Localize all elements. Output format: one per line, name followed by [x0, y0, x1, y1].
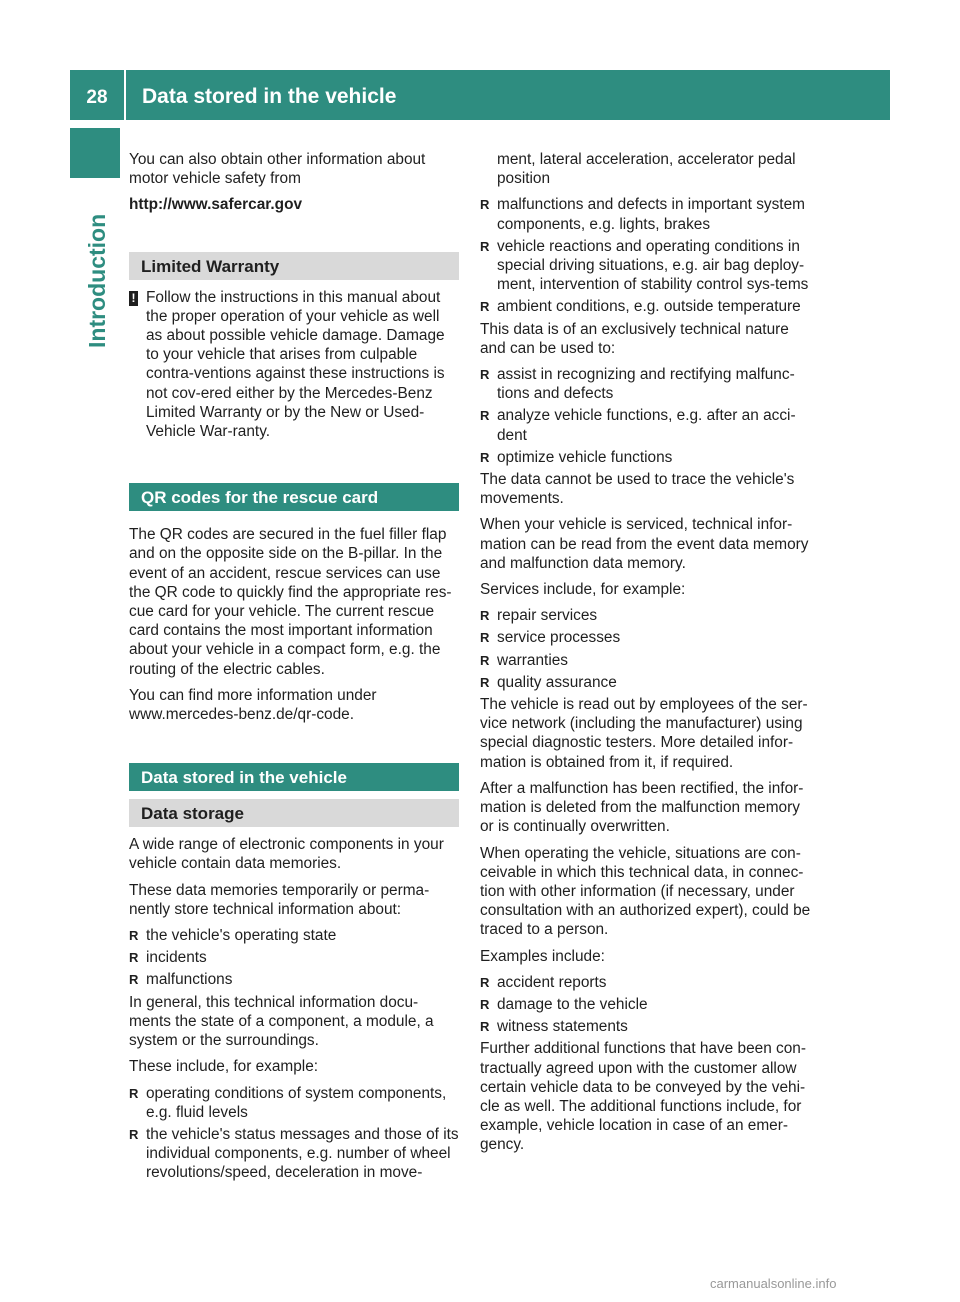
list-item-text: vehicle reactions and operating conditions in special driving situations, e.g. air bag deploy-ment, intervention of stability control sys-tems [497, 237, 809, 294]
list-item [480, 995, 812, 1014]
bullet-icon: R [129, 972, 139, 988]
side-tab-marker [70, 128, 120, 178]
list-item [480, 195, 812, 233]
bullet-icon: R [480, 238, 490, 254]
bullet-icon: R [480, 299, 490, 315]
paragraph: The vehicle is read out by employees of the ser-vice network (including the manufacturer) using special diagnostic testers. More detailed infor-mation is obtained from it, if required. [480, 696, 808, 771]
bullet-icon: R [480, 1019, 490, 1035]
list-item [480, 628, 812, 647]
section-heading-data-storage: Data storage [129, 799, 459, 827]
warning-icon: ! [129, 291, 138, 306]
bullet-icon: R [129, 1085, 139, 1101]
list-item [129, 1125, 459, 1183]
list-item-text: incidents [146, 949, 207, 967]
list-item [129, 970, 459, 989]
bullet-icon: R [480, 630, 490, 646]
list-item [480, 237, 812, 295]
list-item [129, 948, 459, 967]
bullet-icon: R [480, 367, 490, 383]
paragraph: The QR codes are secured in the fuel filler flap and on the opposite side on the B-pillar. In the event of an accident, rescue services can use the QR code to quickly find the appropriate res-cue card for your vehicle. The current rescue card contains the most important information about your vehicle in a compact form, e.g. the routing of the electric cables. [129, 526, 452, 678]
paragraph: This data is of an exclusively technical nature and can be used to: [480, 320, 789, 357]
list-item-text: witness statements [497, 1018, 628, 1036]
paragraph: Services include, for example: [480, 581, 686, 599]
list-item-text: warranties [497, 651, 568, 669]
bullet-icon: R [480, 608, 490, 624]
list-item [480, 365, 812, 403]
section-heading-limited-warranty: Limited Warranty [129, 252, 459, 280]
list-item-text: accident reports [497, 973, 607, 991]
bullet-icon: R [129, 950, 139, 966]
list-item-text: assist in recognizing and rectifying malfunc-tions and defects [497, 366, 795, 403]
list-item-text: operating conditions of system components, e.g. fluid levels [146, 1084, 447, 1121]
bullet-icon: R [480, 197, 490, 213]
list-item [129, 926, 459, 945]
list-item-text: service processes [497, 629, 621, 647]
list-item [480, 406, 812, 444]
bullet-icon: R [480, 996, 490, 1012]
list-item-text: ambient conditions, e.g. outside temperature [497, 298, 801, 316]
paragraph: In general, this technical information docu-ments the state of a component, a module, a system or the surroundings. [129, 993, 434, 1050]
left-column [129, 150, 459, 1186]
list-item [480, 673, 812, 692]
list-item-text: malfunctions and defects in important system components, e.g. lights, brakes [497, 196, 805, 233]
side-tab-label: Introduction [84, 213, 110, 348]
page-number: 28 [70, 70, 126, 120]
section-heading-qr-codes: QR codes for the rescue card [129, 483, 459, 511]
paragraph: The data cannot be used to trace the vehicle's movements. [480, 471, 795, 508]
list-item [480, 973, 812, 992]
list-item-text: quality assurance [497, 673, 617, 691]
paragraph: A wide range of electronic components in your vehicle contain data memories. [129, 836, 444, 873]
list-continuation: ment, lateral acceleration, accelerator pedal position [497, 151, 796, 188]
page-header [70, 70, 890, 120]
list-item [480, 1017, 812, 1036]
list-item [480, 606, 812, 625]
section-heading-data-stored: Data stored in the vehicle [129, 763, 459, 791]
list-item-text: malfunctions [146, 971, 233, 989]
list-item-text: the vehicle's status messages and those of its individual components, e.g. number of wheel revolutions/speed, deceleration in move- [146, 1125, 459, 1182]
list-item [480, 651, 812, 670]
bullet-icon: R [129, 928, 139, 944]
safercar-url: http://www.safercar.gov [129, 196, 303, 214]
paragraph: You can find more information under www.mercedes-benz.de/qr-code. [129, 686, 377, 724]
list-item [480, 297, 812, 316]
bullet-icon: R [480, 974, 490, 990]
paragraph: When your vehicle is serviced, technical infor-mation can be read from the event data memory and malfunction data memory. [480, 516, 809, 572]
bullet-icon: R [480, 674, 490, 690]
paragraph: You can also obtain other information about motor vehicle safety from [129, 151, 426, 188]
list-item-text: the vehicle's operating state [146, 927, 337, 945]
list-item [480, 448, 812, 467]
bullet-icon: R [480, 652, 490, 668]
list-item-text: damage to the vehicle [497, 995, 648, 1013]
list-item [129, 1084, 459, 1122]
bullet-icon: R [480, 449, 490, 465]
list-item-text: repair services [497, 607, 598, 625]
page-header-title: Data stored in the vehicle [142, 85, 397, 108]
list-item-text: analyze vehicle functions, e.g. after an acci-dent [497, 407, 796, 444]
warning-note [129, 288, 459, 442]
paragraph: Further additional functions that have been con-tractually agreed upon with the customer allow certain vehicle data to be conveyed by the vehi-cle as well. The additional functions include, for example, vehicle location in case of an emer-gency. [480, 1040, 806, 1154]
paragraph: When operating the vehicle, situations are con-ceivable in which this technical data, in connec-tion with other information (if necessary, under consultation with an authorized expert), could be traced to a person. [480, 844, 811, 939]
bullet-icon: R [129, 1126, 139, 1142]
paragraph: These data memories temporarily or perma-nently store technical information about: [129, 881, 430, 918]
watermark: carmanualsonline.info [710, 1276, 837, 1291]
warning-text: Follow the instructions in this manual about the proper operation of your vehicle as well as about possible vehicle damage. Damage to your vehicle that arises from culpable contra-ventions against these instructions is not cov-ered either by the Mercedes-Benz Limited Warranty or by the New or Used-Vehicle War-ranty. [146, 288, 445, 441]
paragraph: These include, for example: [129, 1058, 319, 1076]
right-column [480, 150, 812, 1162]
paragraph: After a malfunction has been rectified, the infor-mation is deleted from the malfunction memory or is continually overwritten. [480, 779, 804, 836]
bullet-icon: R [480, 408, 490, 424]
paragraph: Examples include: [480, 947, 605, 965]
list-item-text: optimize vehicle functions [497, 448, 673, 466]
